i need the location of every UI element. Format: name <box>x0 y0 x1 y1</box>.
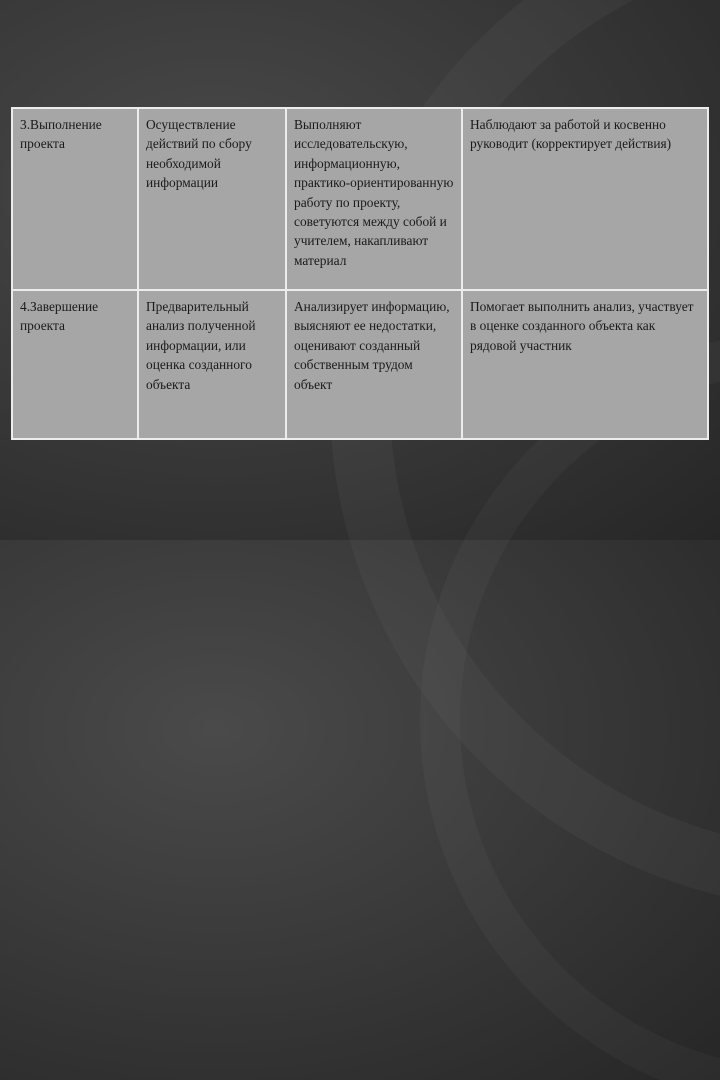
students-activity-cell: Выполняют исследовательскую, информационную, практико-ориентированную работу по проекту, советуются между собой и учителем, накапливают материал <box>286 108 462 290</box>
table-row <box>12 108 708 290</box>
content-cell: Осуществление действий по сбору необходимой информации <box>138 108 286 290</box>
project-stages-table <box>11 107 709 440</box>
teacher-activity-cell: Помогает выполнить анализ, участвует в оценке созданного объекта как рядовой участник <box>462 290 708 439</box>
teacher-activity-cell: Наблюдают за работой и косвенно руководит (корректирует действия) <box>462 108 708 290</box>
students-activity-cell: Анализирует информацию, выясняют ее недостатки, оценивают созданный собственным трудом объект <box>286 290 462 439</box>
stage-cell: 4.Завершение проекта <box>12 290 138 439</box>
content-cell: Предварительный анализ полученной информации, или оценка созданного объекта <box>138 290 286 439</box>
stage-cell: 3.Выполнение проекта <box>12 108 138 290</box>
table-row <box>12 290 708 439</box>
